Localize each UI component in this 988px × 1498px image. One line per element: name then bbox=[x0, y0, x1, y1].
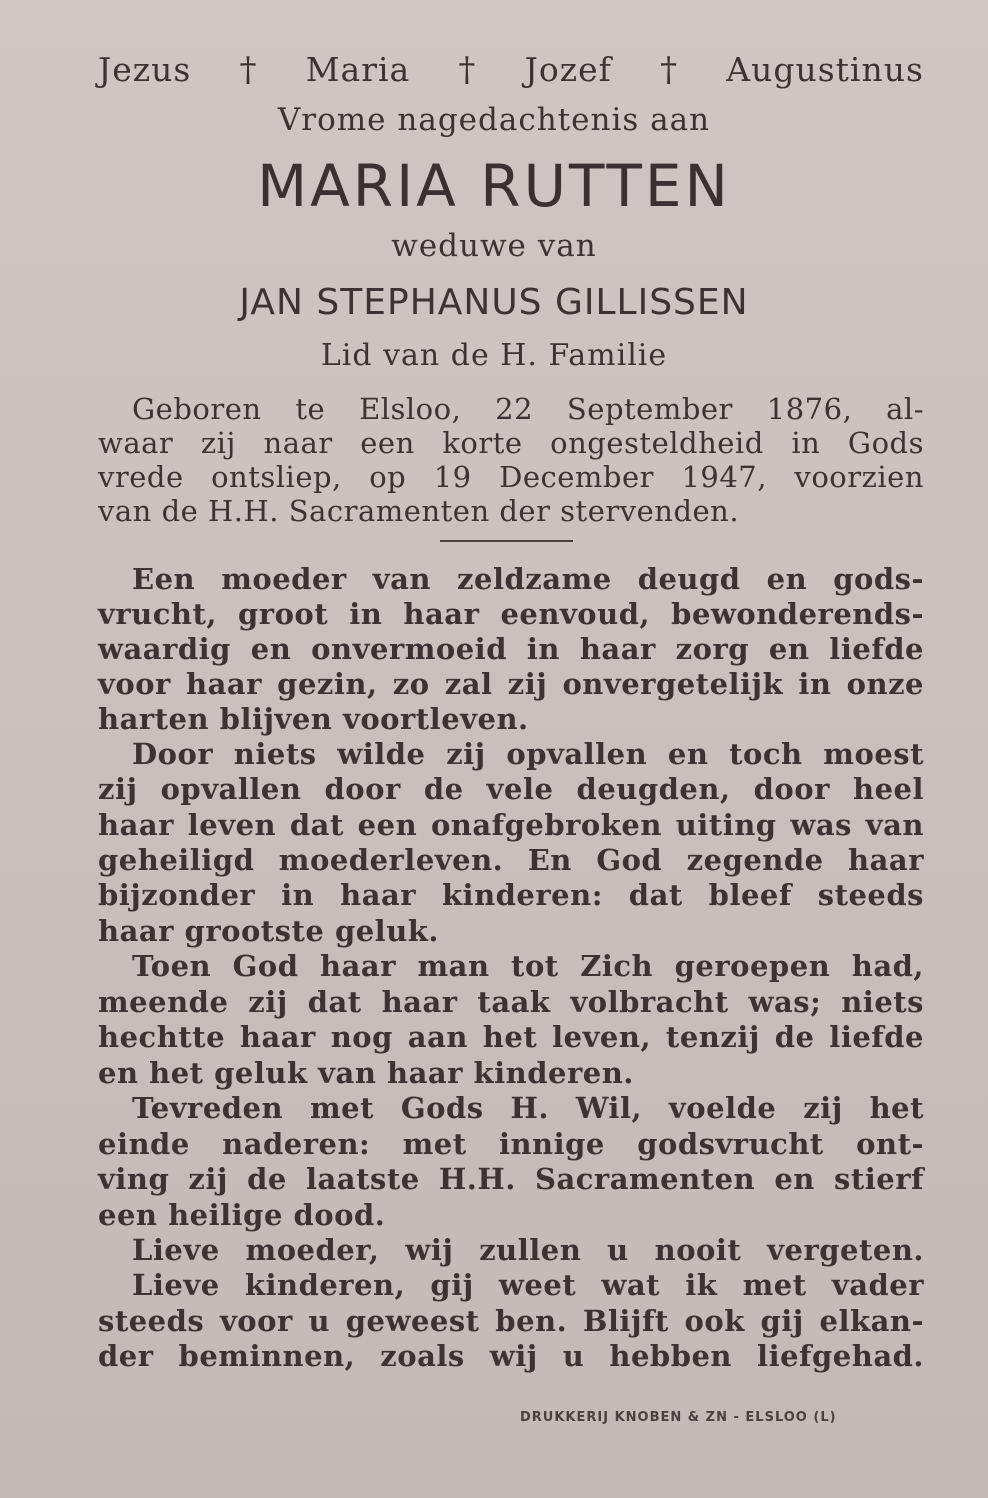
husband-name: JAN STEPHANUS GILLISSEN bbox=[239, 282, 749, 323]
body-line: harten blijven voortleven. bbox=[98, 702, 529, 736]
body-line: waardig en onvermoeid in haar zorg en liefde bbox=[98, 632, 924, 666]
membership-line: Lid van de H. Familie bbox=[320, 338, 668, 373]
divider-rule bbox=[440, 540, 573, 542]
intro-line: Vrome nagedachtenis aan bbox=[277, 102, 711, 138]
cross-icon: † bbox=[239, 50, 258, 90]
body-line: een heilige dood. bbox=[98, 1198, 386, 1232]
body-line: der beminnen, zoals wij u hebben liefgehad. bbox=[98, 1339, 924, 1373]
body-line: steeds voor u geweest ben. Blijft ook gij elkan- bbox=[98, 1304, 924, 1338]
body-line: vrucht, groot in haar eenvoud, bewonderends- bbox=[98, 597, 924, 631]
cross-icon: † bbox=[660, 50, 679, 90]
body-line: Door niets wilde zij opvallen en toch moest bbox=[132, 737, 924, 771]
body-line: hechtte haar nog aan het leven, tenzij de liefde bbox=[98, 1020, 924, 1054]
relation-line: weduwe van bbox=[391, 228, 597, 264]
header-names bbox=[98, 50, 924, 90]
birth-death-line: van de H.H. Sacramenten der stervenden. bbox=[98, 494, 740, 528]
body-line: einde naderen: met innige godsvrucht ont- bbox=[98, 1127, 924, 1161]
header-name-maria: Maria bbox=[305, 50, 411, 89]
body-line: Lieve kinderen, gij weet wat ik met vader bbox=[132, 1268, 924, 1302]
body-line: voor haar gezin, zo zal zij onvergetelijk in onze bbox=[98, 667, 924, 701]
body-line: haar leven dat een onafgebroken uiting was van bbox=[98, 808, 924, 842]
deceased-name: MARIA RUTTEN bbox=[257, 152, 731, 220]
birth-death-line: waar zij naar een korte ongesteldheid in Gods bbox=[98, 426, 924, 460]
printer-imprint: DRUKKERIJ KNOBEN & ZN - ELSLOO (L) bbox=[520, 1410, 837, 1425]
body-line: geheiligd moederleven. En God zegende haar bbox=[98, 843, 924, 877]
header-name-jozef: Jozef bbox=[524, 50, 612, 89]
body-line: en het geluk van haar kinderen. bbox=[98, 1056, 634, 1090]
body-line: Toen God haar man tot Zich geroepen had, bbox=[132, 949, 924, 983]
birth-death-line: vrede ontsliep, op 19 December 1947, voorzien bbox=[98, 460, 924, 494]
birth-death-line: Geboren te Elsloo, 22 September 1876, al- bbox=[132, 392, 924, 426]
body-line: ving zij de laatste H.H. Sacramenten en stierf bbox=[98, 1162, 924, 1196]
body-line: Lieve moeder, wij zullen u nooit vergeten. bbox=[132, 1233, 924, 1267]
body-line: haar grootste geluk. bbox=[98, 914, 439, 948]
cross-icon: † bbox=[458, 50, 477, 90]
body-line: Tevreden met Gods H. Wil, voelde zij het bbox=[132, 1091, 924, 1125]
body-line: meende zij dat haar taak volbracht was; niets bbox=[98, 985, 924, 1019]
body-line: Een moeder van zeldzame deugd en gods- bbox=[132, 562, 924, 596]
header-name-jezus: Jezus bbox=[98, 50, 192, 89]
header-name-augustinus: Augustinus bbox=[726, 50, 924, 89]
body-line: bijzonder in haar kinderen: dat bleef steeds bbox=[98, 878, 924, 912]
body-line: zij opvallen door de vele deugden, door heel bbox=[98, 772, 924, 806]
